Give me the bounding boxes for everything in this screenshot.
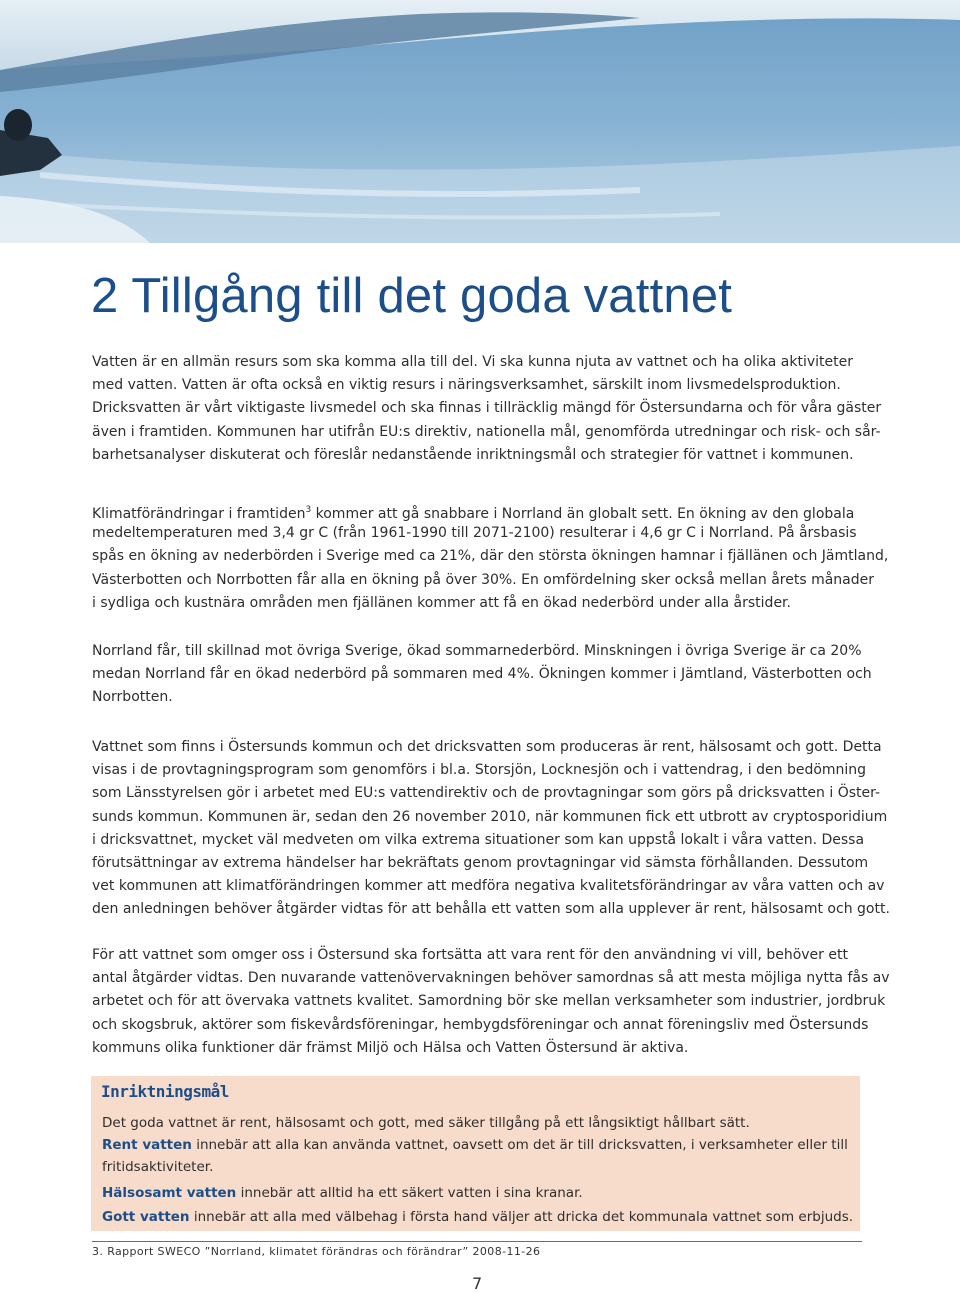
goal-clean-water	[102, 1134, 848, 1156]
footnote-reference[interactable]: 3	[305, 505, 312, 515]
text-line: medeltemperaturen med 3,4 gr C (från 1961-1990 till 2071-2100) resulterar i 4,6 gr C i Norrland. På årsbasis	[92, 525, 857, 542]
text-line	[92, 499, 864, 522]
goal-text: innebär att alla kan använda vattnet, oavsett om det är till dricksvatten, i verksamheter eller till	[191, 1137, 848, 1153]
goals-intro: Det goda vattnet är rent, hälsosamt och gott, med säker tillgång på ett långsiktigt hållbart sätt.	[102, 1115, 750, 1131]
text-line: i dricksvattnet, mycket väl medveten om vilka extrema situationer som kan uppstå lokalt i våra vatten. Dessa	[92, 831, 865, 848]
paragraph-water-quality	[92, 736, 890, 922]
goal-healthy-water	[102, 1182, 583, 1204]
text-line: Norrland får, till skillnad mot övriga Sverige, ökad sommarnederbörd. Minskningen i övriga Sverige är ca 20%	[92, 643, 862, 659]
text-line: Norrbotten.	[92, 689, 173, 706]
goal-good-water	[102, 1206, 853, 1228]
text-line: och skogsbruk, aktörer som fiskevårdsföreningar, hembygdsföreningar och annat föreningsliv med Östersunds	[92, 1016, 869, 1033]
text-line: antal åtgärder vidtas. Den nuvarande vattenövervakningen behöver samordnas så att mesta möjliga nytta fås av	[92, 970, 890, 987]
paragraph-summer-rain	[92, 640, 872, 710]
text-fragment: Klimatförändringar i framtiden	[92, 506, 306, 522]
text-line: vet kommunen att klimatförändringen kommer att medföra negativa kvalitetsförändringar av våra vatten och av	[92, 878, 885, 895]
paragraph-intro	[92, 351, 882, 467]
text-line: visas i de provtagningsprogram som genomförs i bl.a. Storsjön, Locknesjön och i vattendrag, i den bedömning	[92, 762, 867, 779]
paragraph-climate	[92, 499, 889, 615]
paragraph-measures	[92, 944, 890, 1060]
lake-boat-illustration	[0, 0, 960, 243]
text-line: Vattnet som finns i Östersunds kommun och det dricksvatten som produceras är rent, hälsosamt och gott. Detta	[92, 739, 882, 755]
goals-box-title: Inriktningsmål	[101, 1082, 229, 1101]
text-line: kommuns olika funktioner där främst Miljö och Hälsa och Vatten Östersund är aktiva.	[92, 1039, 689, 1056]
text-line: barhetsanalyser diskuterat och föreslår nedanstående inriktningsmål och strategier för vattnet i kommunen.	[92, 446, 854, 463]
text-line: Vatten är en allmän resurs som ska komma alla till del. Vi ska kunna njuta av vattnet och ha olika aktiviteter	[92, 354, 854, 370]
hero-photo	[0, 0, 960, 243]
text-line: spås en ökning av nederbörden i Sverige med ca 21%, där den största ökningen hamnar i fjällänen och Jämtland,	[92, 548, 889, 565]
text-line: med vatten. Vatten är ofta också en viktig resurs i näringsverksamhet, särskilt inom livsmedelsproduktion.	[92, 377, 841, 394]
goals-box	[91, 1076, 860, 1231]
goal-clean-water-cont: fritidsaktiviteter.	[102, 1159, 214, 1175]
footnote: 3. Rapport SWECO ”Norrland, klimatet förändras och förändrar” 2008-11-26	[92, 1245, 541, 1258]
text-line: Västerbotten och Norrbotten får alla en ökning på över 30%. En omfördelning sker också mellan årets månader	[92, 571, 875, 588]
text-line: sunds kommun. Kommunen är, sedan den 26 november 2010, när kommunen fick ett utbrott av cryptosporidium	[92, 808, 888, 825]
page-number: 7	[472, 1274, 483, 1293]
text-line: förutsättningar av extrema händelser har bekräftats genom provtagningar vid sämsta förhållanden. Dessutom	[92, 854, 869, 871]
footnote-divider	[92, 1241, 862, 1242]
text-line: medan Norrland får en ökad nederbörd på sommaren med 4%. Ökningen kommer i Jämtland, Västerbotten och	[92, 666, 872, 683]
page-title: 2 Tillgång till det goda vattnet	[91, 269, 733, 323]
text-line: den anledningen behöver åtgärder vidtas för att behålla ett vatten som alla upplever är rent, hälsosamt och gott.	[92, 901, 890, 918]
text-line: som Länsstyrelsen gör i arbetet med EU:s vattendirektiv och de provtagningar som görs på dricksvatten i Öster-	[92, 785, 881, 802]
goal-label: Gott vatten	[102, 1209, 190, 1225]
text-fragment: kommer att gå snabbare i Norrland än globalt sett. En ökning av den globala	[311, 506, 855, 522]
goal-label: Hälsosamt vatten	[102, 1185, 237, 1201]
text-line: arbetet och för att övervaka vattnets kvalitet. Samordning bör ske mellan verksamheter som industrier, jordbruk	[92, 993, 886, 1010]
goal-text: innebär att alltid ha ett säkert vatten i sina kranar.	[236, 1185, 583, 1201]
text-line: Dricksvatten är vårt viktigaste livsmedel och ska finnas i tillräcklig mängd för Östersundarna och för våra gäster	[92, 400, 882, 417]
goal-label: Rent vatten	[102, 1137, 192, 1153]
text-line: i sydliga och kustnära områden men fjällänen kommer att få en ökad nederbörd under alla årstider.	[92, 594, 791, 611]
text-line: För att vattnet som omger oss i Östersund ska fortsätta att vara rent för den användning vi vill, behöver ett	[92, 947, 848, 963]
text-line: även i framtiden. Kommunen har utifrån EU:s direktiv, nationella mål, genomförda utredningar och risk- och sår-	[92, 423, 881, 440]
goal-text: innebär att alla med välbehag i första hand väljer att dricka det kommunala vattnet som erbjuds.	[189, 1209, 854, 1225]
